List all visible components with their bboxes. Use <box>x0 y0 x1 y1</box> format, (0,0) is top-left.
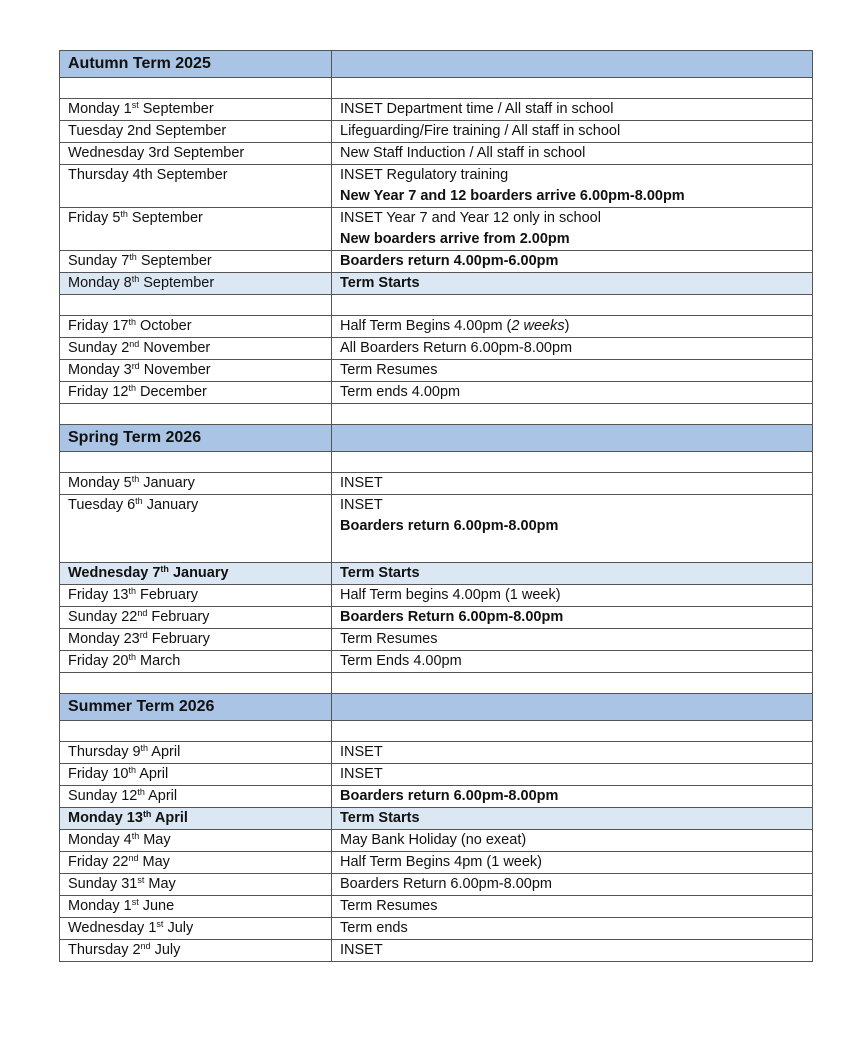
event-cell: Term Resumes <box>332 629 813 651</box>
date-cell: Sunday 22nd February <box>60 607 332 629</box>
spacer-row <box>60 78 813 99</box>
event-cell: INSET <box>332 764 813 786</box>
date-cell: Friday 17th October <box>60 316 332 338</box>
table-row <box>60 495 813 563</box>
date-cell: Monday 5th January <box>60 473 332 495</box>
table-row <box>60 918 813 940</box>
date-cell: Thursday 2nd July <box>60 940 332 962</box>
spacer-row <box>60 721 813 742</box>
date-cell: Monday 8th September <box>60 273 332 295</box>
event-cell: Term Starts <box>332 563 813 585</box>
event-cell: Term Resumes <box>332 360 813 382</box>
event-cell: INSET Boarders return 6.00pm-8.00pm <box>332 495 813 563</box>
table-row <box>60 338 813 360</box>
event-cell: Term Starts <box>332 273 813 295</box>
table-row <box>60 607 813 629</box>
date-cell: Monday 1st June <box>60 896 332 918</box>
table-row <box>60 651 813 673</box>
event-cell: Half Term begins 4.00pm (1 week) <box>332 585 813 607</box>
table-row-highlight <box>60 563 813 585</box>
event-cell: INSET <box>332 742 813 764</box>
term-title: Spring Term 2026 <box>60 425 332 452</box>
date-cell: Friday 13th February <box>60 585 332 607</box>
table-row <box>60 143 813 165</box>
spacer-row <box>60 673 813 694</box>
event-cell: INSET Department time / All staff in school <box>332 99 813 121</box>
event-cell: Boarders return 6.00pm-8.00pm <box>332 786 813 808</box>
spacer-row <box>60 452 813 473</box>
table-row <box>60 251 813 273</box>
event-cell: Half Term Begins 4pm (1 week) <box>332 852 813 874</box>
event-cell: INSET Year 7 and Year 12 only in school New boarders arrive from 2.00pm <box>332 208 813 251</box>
event-cell: Term Resumes <box>332 896 813 918</box>
event-cell: Boarders Return 6.00pm-8.00pm <box>332 607 813 629</box>
table-row <box>60 874 813 896</box>
table-row <box>60 742 813 764</box>
event-cell: Term Ends 4.00pm <box>332 651 813 673</box>
date-cell: Monday 13th April <box>60 808 332 830</box>
table-row <box>60 382 813 404</box>
date-cell: Wednesday 1st July <box>60 918 332 940</box>
table-row <box>60 316 813 338</box>
date-cell: Monday 23rd February <box>60 629 332 651</box>
event-cell: Boarders Return 6.00pm-8.00pm <box>332 874 813 896</box>
term-title: Autumn Term 2025 <box>60 51 332 78</box>
date-cell: Monday 3rd November <box>60 360 332 382</box>
date-cell: Sunday 7th September <box>60 251 332 273</box>
term-title: Summer Term 2026 <box>60 694 332 721</box>
table-row <box>60 786 813 808</box>
date-cell: Monday 4th May <box>60 830 332 852</box>
event-cell: Term ends <box>332 918 813 940</box>
date-cell: Sunday 31st May <box>60 874 332 896</box>
date-cell: Thursday 4th September <box>60 165 332 208</box>
table-row <box>60 360 813 382</box>
event-cell: New Staff Induction / All staff in school <box>332 143 813 165</box>
table-row <box>60 852 813 874</box>
event-cell: Half Term Begins 4.00pm (2 weeks) <box>332 316 813 338</box>
table-row-highlight <box>60 808 813 830</box>
table-row <box>60 585 813 607</box>
date-cell: Friday 20th March <box>60 651 332 673</box>
date-cell: Thursday 9th April <box>60 742 332 764</box>
date-cell: Wednesday 7th January <box>60 563 332 585</box>
date-cell: Tuesday 2nd September <box>60 121 332 143</box>
table-row <box>60 940 813 962</box>
event-cell: Boarders return 4.00pm-6.00pm <box>332 251 813 273</box>
date-cell: Sunday 12th April <box>60 786 332 808</box>
event-cell: Term Starts <box>332 808 813 830</box>
table-row-highlight <box>60 273 813 295</box>
table-row <box>60 830 813 852</box>
table-row <box>60 473 813 495</box>
term-header-autumn <box>60 51 813 78</box>
table-row <box>60 896 813 918</box>
event-cell: INSET <box>332 940 813 962</box>
event-cell: Lifeguarding/Fire training / All staff in school <box>332 121 813 143</box>
event-cell: May Bank Holiday (no exeat) <box>332 830 813 852</box>
table-row <box>60 121 813 143</box>
event-cell: All Boarders Return 6.00pm-8.00pm <box>332 338 813 360</box>
table-row <box>60 764 813 786</box>
spacer-row <box>60 295 813 316</box>
term-dates-table <box>59 50 813 962</box>
table-row <box>60 99 813 121</box>
term-header-summer <box>60 694 813 721</box>
date-cell: Friday 12th December <box>60 382 332 404</box>
event-cell: INSET <box>332 473 813 495</box>
date-cell: Sunday 2nd November <box>60 338 332 360</box>
table-row <box>60 165 813 208</box>
table-row <box>60 629 813 651</box>
term-header-spring <box>60 425 813 452</box>
date-cell: Tuesday 6th January <box>60 495 332 563</box>
date-cell: Wednesday 3rd September <box>60 143 332 165</box>
table-row <box>60 208 813 251</box>
event-cell: Term ends 4.00pm <box>332 382 813 404</box>
date-cell: Monday 1st September <box>60 99 332 121</box>
date-cell: Friday 10th April <box>60 764 332 786</box>
date-cell: Friday 5th September <box>60 208 332 251</box>
event-cell: INSET Regulatory training New Year 7 and 12 boarders arrive 6.00pm-8.00pm <box>332 165 813 208</box>
date-cell: Friday 22nd May <box>60 852 332 874</box>
spacer-row <box>60 404 813 425</box>
